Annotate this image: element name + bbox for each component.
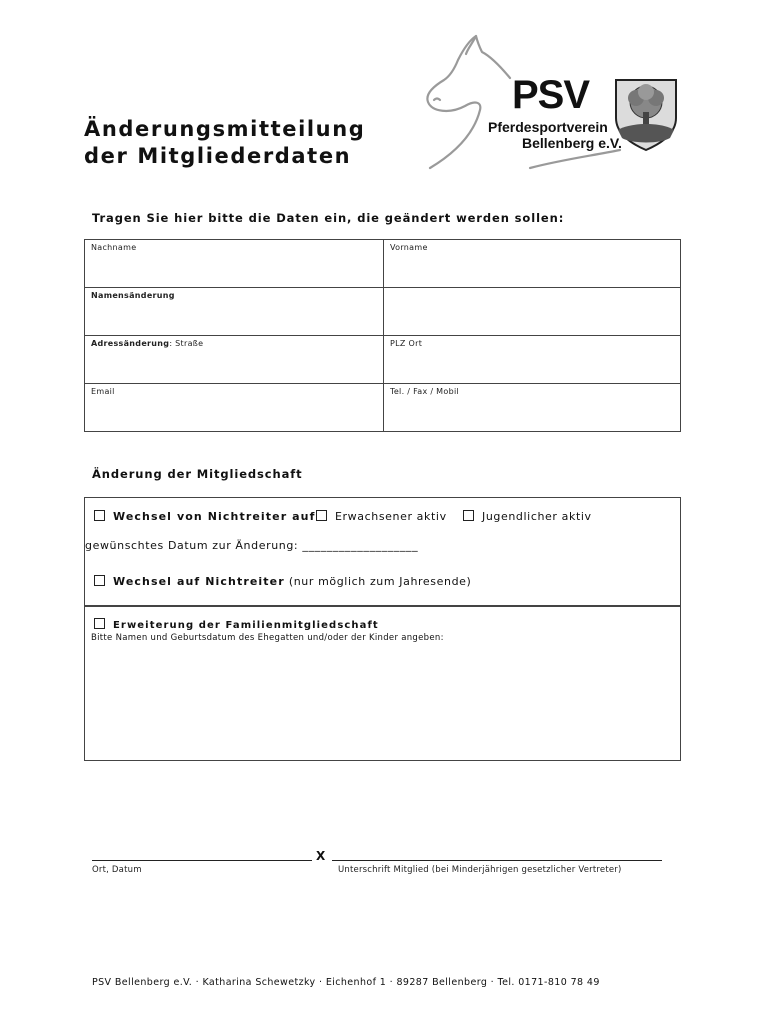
jugendlicher-checkbox[interactable] bbox=[463, 510, 474, 521]
member-data-table bbox=[84, 239, 681, 432]
strasse-field[interactable] bbox=[85, 336, 384, 384]
erweiterung-checkbox[interactable] bbox=[94, 618, 105, 629]
erwachsener-label: Erwachsener aktiv bbox=[335, 510, 447, 523]
email-field[interactable] bbox=[85, 384, 384, 432]
datum-label: gewünschtes Datum zur Änderung: bbox=[85, 539, 299, 552]
logo-name-line-1: Pferdesportverein bbox=[488, 119, 608, 135]
unterschrift-line[interactable] bbox=[332, 860, 662, 861]
vorname-label: Vorname bbox=[390, 243, 428, 252]
family-extension-box bbox=[84, 605, 681, 761]
jugendlicher-label: Jugendlicher aktiv bbox=[482, 510, 592, 523]
erweiterung-option[interactable] bbox=[94, 618, 379, 631]
plz-ort-field[interactable] bbox=[384, 336, 681, 384]
wechsel-auf-label: Wechsel auf Nichtreiter bbox=[113, 575, 285, 588]
namensaenderung-label: Namensänderung bbox=[91, 291, 175, 300]
erweiterung-label: Erweiterung der Familienmitgliedschaft bbox=[113, 620, 379, 631]
adressaenderung-label: Adressänderung bbox=[91, 339, 170, 348]
signature-separator: X bbox=[316, 849, 326, 863]
nachname-field[interactable] bbox=[85, 240, 384, 288]
logo-name-line-2: Bellenberg e.V. bbox=[522, 135, 622, 151]
membership-section-title: Änderung der Mitgliedschaft bbox=[92, 467, 303, 481]
jugendlicher-option[interactable] bbox=[463, 510, 592, 523]
plz-ort-label: PLZ Ort bbox=[390, 339, 423, 348]
ort-datum-line[interactable] bbox=[92, 860, 312, 861]
membership-change-box bbox=[84, 497, 681, 607]
telefon-label: Tel. / Fax / Mobil bbox=[390, 387, 460, 396]
unterschrift-label: Unterschrift Mitglied (bei Minderjährigen gesetzlicher Vertreter) bbox=[338, 865, 622, 875]
title-line-1: Änderungsmitteilung bbox=[84, 117, 366, 141]
strasse-label: : Straße bbox=[169, 339, 204, 348]
namensaenderung-field[interactable] bbox=[85, 288, 384, 336]
erwachsener-checkbox[interactable] bbox=[316, 510, 327, 521]
wechsel-auf-option[interactable] bbox=[94, 575, 471, 588]
wechsel-von-checkbox[interactable] bbox=[94, 510, 105, 521]
footer-address: PSV Bellenberg e.V. · Katharina Schewetzky · Eichenhof 1 · 89287 Bellenberg · Tel. 0171-810 78 49 bbox=[92, 977, 600, 988]
ort-datum-label: Ort, Datum bbox=[92, 865, 142, 875]
wechsel-von-option[interactable] bbox=[94, 510, 316, 523]
vorname-field[interactable] bbox=[384, 240, 681, 288]
wechsel-von-label: Wechsel von Nichtreiter auf bbox=[113, 510, 316, 523]
telefon-field[interactable] bbox=[384, 384, 681, 432]
wechsel-auf-note: (nur möglich zum Jahresende) bbox=[288, 575, 472, 588]
nachname-label: Nachname bbox=[91, 243, 137, 252]
coat-of-arms-icon bbox=[616, 80, 676, 150]
psv-logo bbox=[420, 30, 690, 175]
wechsel-auf-checkbox[interactable] bbox=[94, 575, 105, 586]
logo-acronym: PSV bbox=[512, 73, 590, 117]
erwachsener-option[interactable] bbox=[316, 510, 447, 523]
datum-row bbox=[85, 539, 418, 552]
page-title bbox=[84, 116, 365, 170]
email-label: Email bbox=[91, 387, 115, 396]
instruction-text: Tragen Sie hier bitte die Daten ein, die geändert werden sollen: bbox=[92, 211, 565, 225]
title-line-2: der Mitgliederdaten bbox=[84, 144, 352, 168]
namensaenderung-extra-field[interactable] bbox=[384, 288, 681, 336]
erweiterung-hint: Bitte Namen und Geburtsdatum des Ehegatten und/oder der Kinder angeben: bbox=[91, 633, 444, 643]
datum-input[interactable]: ___________________ bbox=[302, 539, 419, 552]
